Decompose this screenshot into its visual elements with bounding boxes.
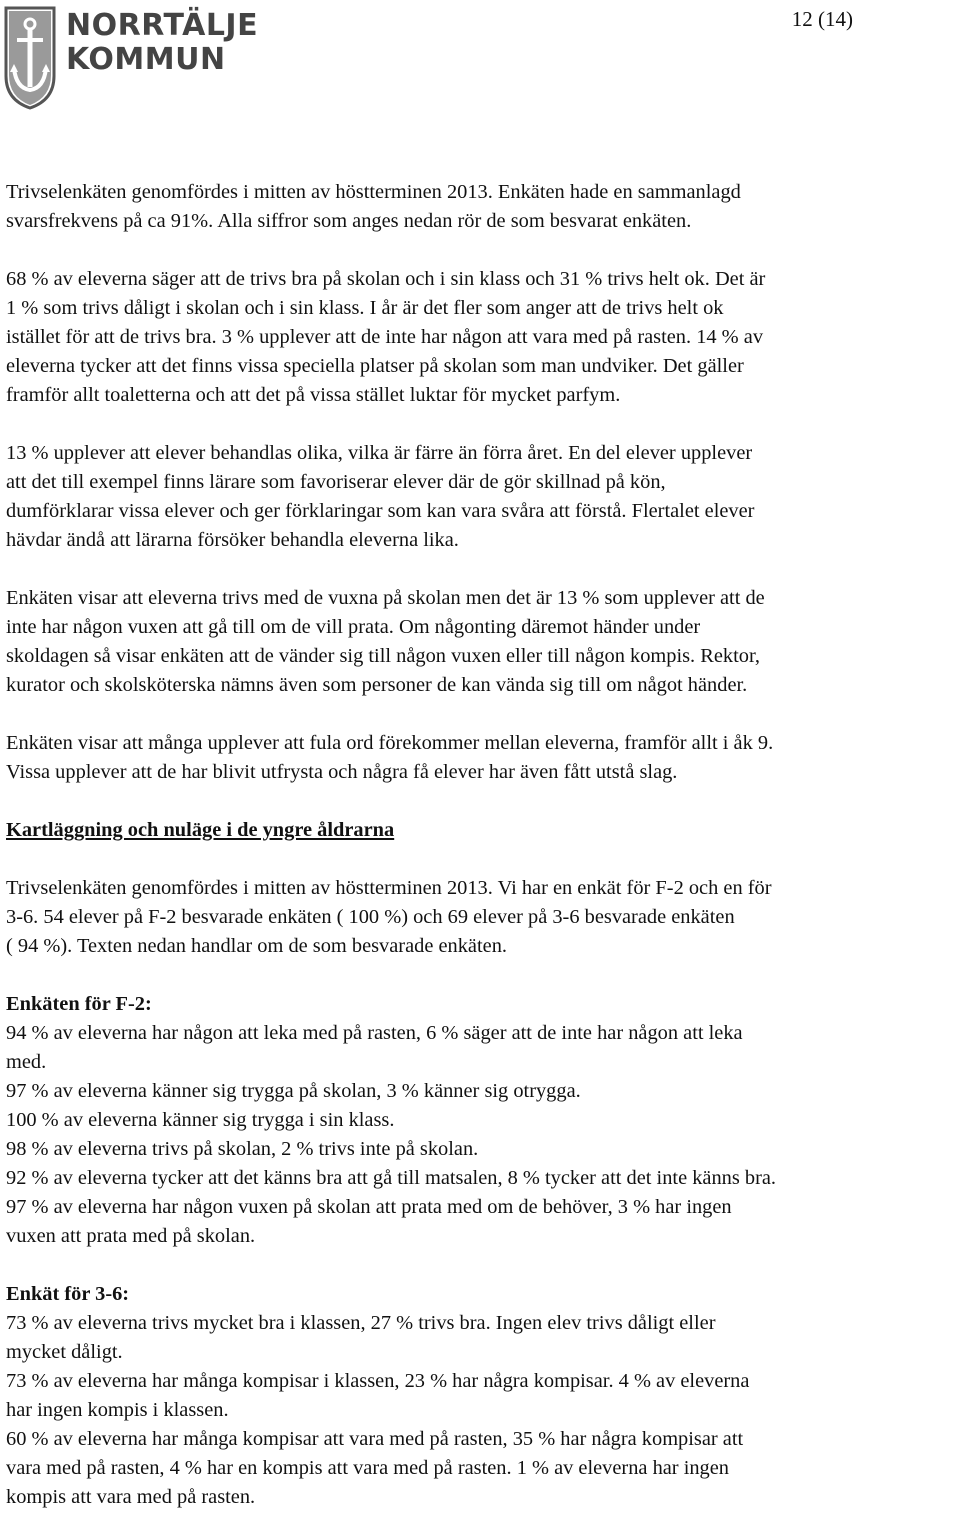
text-line: vara med på rasten, 4 % har en kompis att vara med på rasten. 1 % av eleverna har ingen [6, 1457, 730, 1479]
document-body [6, 178, 960, 1512]
text-line: 98 % av eleverna trivs på skolan, 2 % trivs inte på skolan. [6, 1138, 479, 1160]
municipality-logo [4, 6, 258, 110]
text-line: Enkäten visar att många upplever att fula ord förekommer mellan eleverna, framför allt i åk 9. [6, 732, 774, 754]
page-number: 12 (14) [791, 7, 853, 31]
text-line: 1 % som trivs dåligt i skolan och i sin klass. I år är det fler som anger att de trivs helt ok [6, 297, 724, 319]
section-heading: Kartläggning och nuläge i de yngre åldrarna [6, 819, 395, 841]
f2-survey-block [6, 990, 960, 1251]
text-line: dumförklarar vissa elever och ger förklaringar som kan vara svåra att förstå. Flertalet elever [6, 500, 755, 522]
text-line: 94 % av eleverna har någon att leka med på rasten, 6 % säger att de inte har någon att leka [6, 1022, 743, 1044]
text-line: inte har någon vuxen att gå till om de vill prata. Om någonting däremot händer under [6, 616, 701, 638]
text-line: Enkäten visar att eleverna trivs med de vuxna på skolan men det är 13 % som upplever att de [6, 587, 765, 609]
text-line: Trivselenkäten genomfördes i mitten av höstterminen 2013. Enkäten hade en sammanlagd [6, 181, 741, 203]
text-line: 97 % av eleverna har någon vuxen på skolan att prata med om de behöver, 3 % har ingen [6, 1196, 732, 1218]
text-line: kompis att vara med på rasten. [6, 1486, 256, 1508]
text-line: med. [6, 1051, 47, 1073]
text-line: mycket dåligt. [6, 1341, 123, 1363]
text-line: istället för att de trivs bra. 3 % upplever att de inte har någon att vara med på rasten. 14 % av [6, 326, 764, 348]
wellbeing-paragraph [6, 265, 960, 410]
section-intro-paragraph [6, 874, 960, 961]
adults-paragraph [6, 584, 960, 700]
text-line: kurator och skolsköterska nämns även som personer de kan vända sig till om något händer. [6, 674, 748, 696]
text-line: 73 % av eleverna trivs mycket bra i klassen, 27 % trivs bra. Ingen elev trivs dåligt eller [6, 1312, 716, 1334]
text-line: 68 % av eleverna säger att de trivs bra på skolan och i sin klass och 31 % trivs helt ok. Det är [6, 268, 766, 290]
text-line: har ingen kompis i klassen. [6, 1399, 229, 1421]
text-line: 13 % upplever att elever behandlas olika, vilka är färre än förra året. En del elever upplever [6, 442, 753, 464]
treatment-paragraph [6, 439, 960, 555]
text-line: 73 % av eleverna har många kompisar i klassen, 23 % har några kompisar. 4 % av eleverna [6, 1370, 750, 1392]
logo-wordmark [66, 6, 258, 77]
text-line: ( 94 %). Texten nedan handlar om de som besvarade enkäten. [6, 935, 507, 957]
text-line: 92 % av eleverna tycker att det känns bra att gå till matsalen, 8 % tycker att det inte känns bra. [6, 1167, 777, 1189]
anchor-shield-icon [4, 6, 56, 110]
intro-paragraph [6, 178, 960, 236]
text-line: Vissa upplever att de har blivit utfrysta och några få elever har även fått utstå slag. [6, 761, 678, 783]
text-line: vuxen att prata med på skolan. [6, 1225, 256, 1247]
g36-heading: Enkät för 3-6: [6, 1283, 130, 1305]
text-line: 60 % av eleverna har många kompisar att vara med på rasten, 35 % har några kompisar att [6, 1428, 744, 1450]
language-paragraph [6, 729, 960, 787]
logo-line-1: NORRTÄLJE [66, 8, 259, 43]
text-line: 3-6. 54 elever på F-2 besvarade enkäten ( 100 %) och 69 elever på 3-6 besvarade enkäten [6, 906, 735, 928]
text-line: att det till exempel finns lärare som favoriserar elever där de gör skillnad på kön, [6, 471, 666, 493]
text-line: svarsfrekvens på ca 91%. Alla siffror som anges nedan rör de som besvarat enkäten. [6, 210, 692, 232]
text-line: eleverna tycker att det finns vissa speciella platser på skolan som man undviker. Det gäller [6, 355, 744, 377]
section-heading-block [6, 816, 960, 845]
f2-heading: Enkäten för F-2: [6, 993, 152, 1015]
text-line: 100 % av eleverna känner sig trygga i sin klass. [6, 1109, 395, 1131]
text-line: hävdar ändå att lärarna försöker behandla eleverna lika. [6, 529, 459, 551]
text-line: skoldagen så visar enkäten att de vänder sig till någon vuxen eller till någon kompis. Rektor, [6, 645, 761, 667]
text-line: framför allt toaletterna och att det på vissa stället luktar för mycket parfym. [6, 384, 621, 406]
g36-survey-block [6, 1280, 960, 1512]
text-line: 97 % av eleverna känner sig trygga på skolan, 3 % känner sig otrygga. [6, 1080, 581, 1102]
text-line: Trivselenkäten genomfördes i mitten av höstterminen 2013. Vi har en enkät för F-2 och en för [6, 877, 772, 899]
logo-line-2: KOMMUN [66, 42, 226, 77]
